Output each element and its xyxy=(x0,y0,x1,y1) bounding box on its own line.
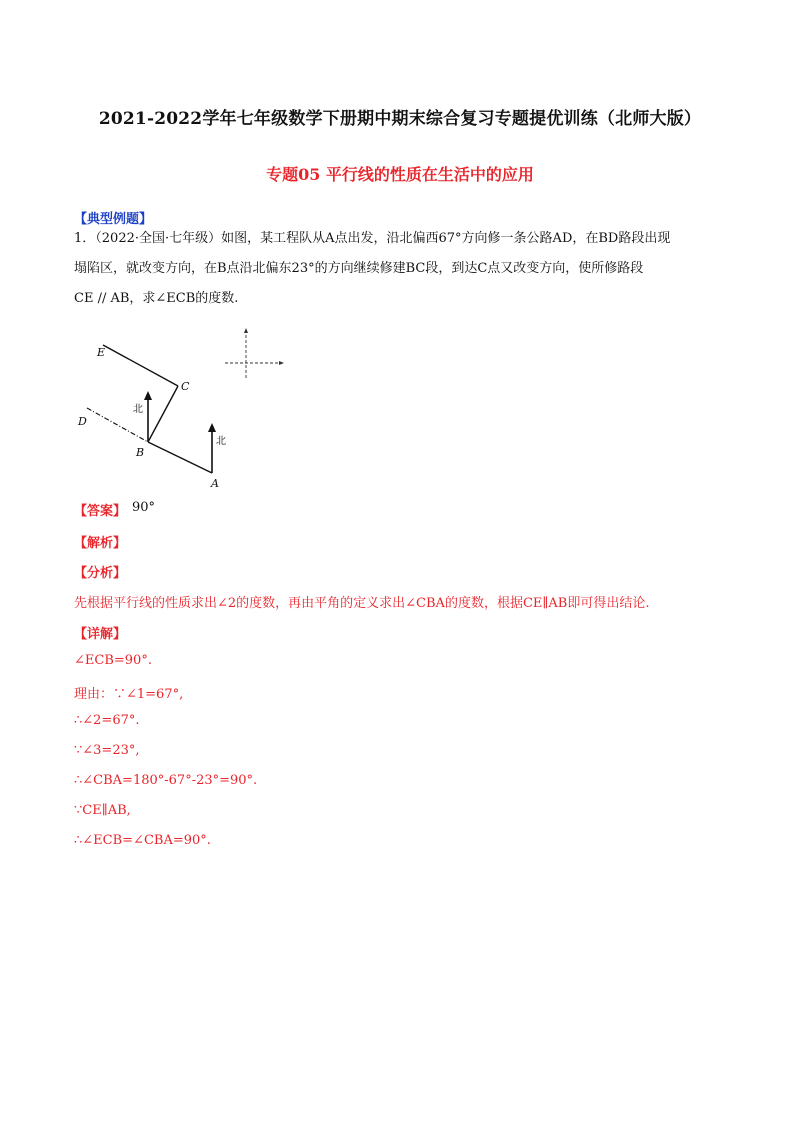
question-line-3: CE // AB，求∠ECB的度数. xyxy=(74,291,239,306)
question-line-2: 塌陷区，就改变方向，在B点沿北偏东23°的方向继续修建BC段，到达C点又改变方向，使所修路段 xyxy=(74,261,644,276)
geometry-figure xyxy=(70,320,310,495)
label-B: B xyxy=(136,446,145,459)
label-A: A xyxy=(211,477,219,490)
answer-label: 【答案】 xyxy=(74,504,127,519)
analysis-label: 【解析】 xyxy=(74,536,127,551)
solution-line-5: ∴∠CBA=180°-67°-23°=90°. xyxy=(74,773,258,788)
topic-title: 专题05 平行线的性质在生活中的应用 xyxy=(266,165,534,184)
label-north-B: 北 xyxy=(133,404,143,415)
label-E: E xyxy=(97,346,106,359)
solution-line-7: ∴∠ECB=∠CBA=90°. xyxy=(74,833,211,848)
north-arrowhead-B xyxy=(144,391,152,400)
solution-line-3: ∴∠2=67°. xyxy=(74,713,140,728)
segment-BA xyxy=(148,442,212,473)
segment-EC xyxy=(103,345,178,386)
detail-label: 【详解】 xyxy=(74,627,127,642)
solution-line-2: 理由：∵∠1=67°, xyxy=(74,687,184,702)
fenxi-text: 先根据平行线的性质求出∠2的度数，再由平角的定义求出∠CBA的度数，根据CE∥AB即可得出结论. xyxy=(74,596,650,611)
solution-line-4: ∵∠3=23°, xyxy=(74,743,140,758)
label-C: C xyxy=(181,380,190,393)
page-title: 2021-2022学年七年级数学下册期中期末综合复习专题提优训练（北师大版） xyxy=(98,109,702,129)
segment-BC xyxy=(148,386,178,442)
compass-arrowhead-north xyxy=(244,328,248,333)
compass-arrowhead-east xyxy=(279,361,284,365)
solution-line-6: ∵CE∥AB, xyxy=(74,803,131,818)
section-label: 【典型例题】 xyxy=(74,212,153,227)
question-line-1: 1．（2022·全国·七年级）如图，某工程队从A点出发，沿北偏西67°方向修一条公路AD，在BD路段出现 xyxy=(74,231,671,246)
fenxi-label: 【分析】 xyxy=(74,566,127,581)
answer-value: 90° xyxy=(132,500,156,515)
label-north-A: 北 xyxy=(216,436,226,447)
label-D: D xyxy=(78,415,87,428)
solution-line-1: ∠ECB=90°. xyxy=(74,653,152,668)
north-arrowhead-A xyxy=(208,423,216,432)
